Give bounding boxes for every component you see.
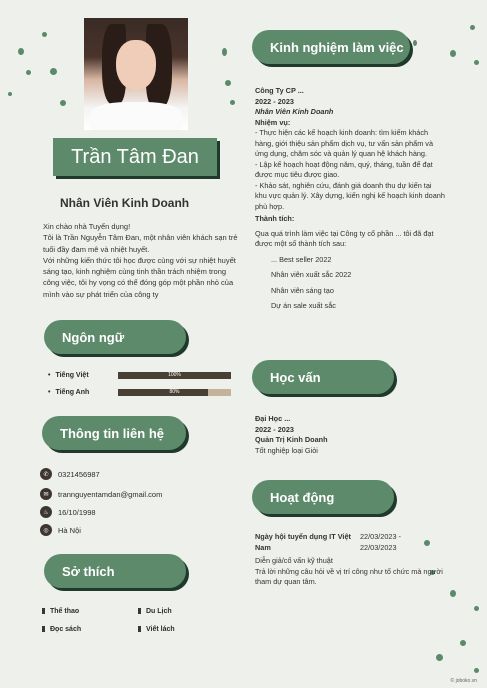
decor-dot [470,25,475,30]
achievements-intro: Qua quá trình làm việc tại Công ty cổ phần ... tôi đã đạt được một số thành tích sau: [255,228,434,248]
decor-dot [450,50,456,57]
hobby-item: Thể thao [42,608,79,615]
email-value: trannguyentamdan@gmail.com [58,489,163,499]
intro-greeting: Xin chào nhà Tuyển dụng! [43,222,131,231]
achievement-item: Dự án sale xuất sắc [271,301,336,310]
language-level-label: 100% [168,372,181,378]
hobbies-banner [44,554,186,588]
achievement-item: Nhân viên xuất sắc 2022 [271,270,352,279]
decor-dot [26,70,31,75]
job-title: Nhân Viên Kinh Doanh [60,196,190,210]
decor-dot [413,40,417,46]
section-title: Sở thích [62,563,115,579]
hobby-item: Du Lịch [138,608,172,615]
footer-credit: © joboko.vn [450,678,477,684]
hobby-item: Đọc sách [42,626,81,633]
globe-icon: ◎ [40,524,52,536]
duty-item: - Khảo sát, nghiên cứu, đánh giá doanh thu dự kiến tại khu vực quản lý. Xây dựng, kiến nghị kế hoạch kinh doanh phù hợp. [255,180,445,211]
profile-photo [84,18,188,130]
decor-dot [8,92,12,96]
duty-item: - Thực hiện các kế hoạch kinh doanh: tìm kiếm khách hàng, giới thiệu sản phẩm dịch vụ, tư vấn sản phẩm và ứng dụng, chăm sóc và quản lý quan hệ khách hàng. [255,128,434,158]
decor-dot [460,640,466,646]
decor-dot [450,590,456,597]
contact-address [40,524,81,536]
language-level-bar [118,372,231,379]
achievement-item: ... Best seller 2022 [271,254,332,264]
decor-dot [474,668,479,673]
section-title: Kinh nghiệm làm việc [270,39,404,55]
intro-line: Với những kiến thức tôi học được cùng với sự nhiệt huyết sáng tạo, kinh nghiệm cùng tinh thần trách nhiệm trong công việc, tôi hy vọng có thể đóng góp một phần nhỏ của mình vào sự phát triển của công ty [43,255,236,299]
experience-period: 2022 - 2023 [255,96,294,106]
education-grade: Tốt nghiệp loại Giỏi [255,445,318,455]
contact-banner [42,416,186,450]
decor-dot [474,606,479,611]
decor-dot [222,48,227,56]
decor-dot [474,60,479,65]
activities-banner [252,480,394,514]
education-major: Quản Trị Kinh Doanh [255,435,328,444]
birthday-value: 16/10/1998 [58,507,96,517]
hobby-item: Viết lách [138,626,175,633]
achievement-item: Nhân viên sáng tạo [271,285,334,295]
activity-role: Diễn giả/cố vấn kỹ thuật [255,556,333,565]
address-value: Hà Nội [58,525,81,535]
activity-description: Trả lời những câu hỏi về vị trí công như tố chức mà người tham dự quan tâm. [255,566,443,586]
company-name: Công Ty CP ... [255,86,304,95]
school-name: Đại Học ... [255,414,291,423]
contact-email [40,488,162,500]
decor-dot [230,100,235,105]
education-section [255,414,445,456]
achievements-label: Thành tích: [255,214,295,223]
language-level-bar [118,389,231,396]
activity-details [255,556,445,588]
education-period: 2022 - 2023 [255,424,294,434]
intro-line: Tôi là Trần Nguyễn Tâm Đan, một nhân viên khách sạn trẻ tuổi đầy đam mê và nhiệt huyết. [43,233,238,254]
decor-dot [50,68,57,75]
language-name: • Tiếng Việt [48,372,89,379]
decor-dot [436,654,443,661]
decor-dot [60,100,66,106]
phone-icon: ✆ [40,468,52,480]
section-title: Hoạt động [270,489,335,505]
language-level-label: 80% [169,389,180,395]
phone-value: 0321456987 [58,469,100,479]
education-banner [252,360,394,394]
experience-banner [252,30,410,64]
section-title: Ngôn ngữ [62,329,125,345]
decor-dot [424,540,430,546]
birthday-cake-icon: ♨ [40,506,52,518]
decor-dot [225,80,231,86]
experience-section [255,86,445,317]
email-icon: ✉ [40,488,52,500]
intro-text [43,221,239,300]
decor-dot [18,48,24,55]
contact-birthday [40,506,96,518]
name-banner [53,138,217,176]
activity-event: Ngày hội tuyển dụng IT Việt Nam [255,532,351,552]
language-name: • Tiếng Anh [48,389,89,396]
activity-dates: 22/03/2023 - 22/03/2023 [360,532,401,552]
experience-position: Nhân Viên Kinh Doanh [255,107,334,116]
duties-label: Nhiệm vụ: [255,117,291,127]
person-name: Trần Tâm Đan [71,145,199,168]
decor-dot [42,32,47,37]
section-title: Thông tin liên hệ [60,425,164,441]
section-title: Học vấn [270,369,321,385]
duty-item: - Lập kế hoạch hoạt động năm, quý, tháng, tuần để đạt được mục tiêu được giao. [255,159,433,179]
languages-banner [44,320,186,354]
contact-phone [40,468,100,480]
